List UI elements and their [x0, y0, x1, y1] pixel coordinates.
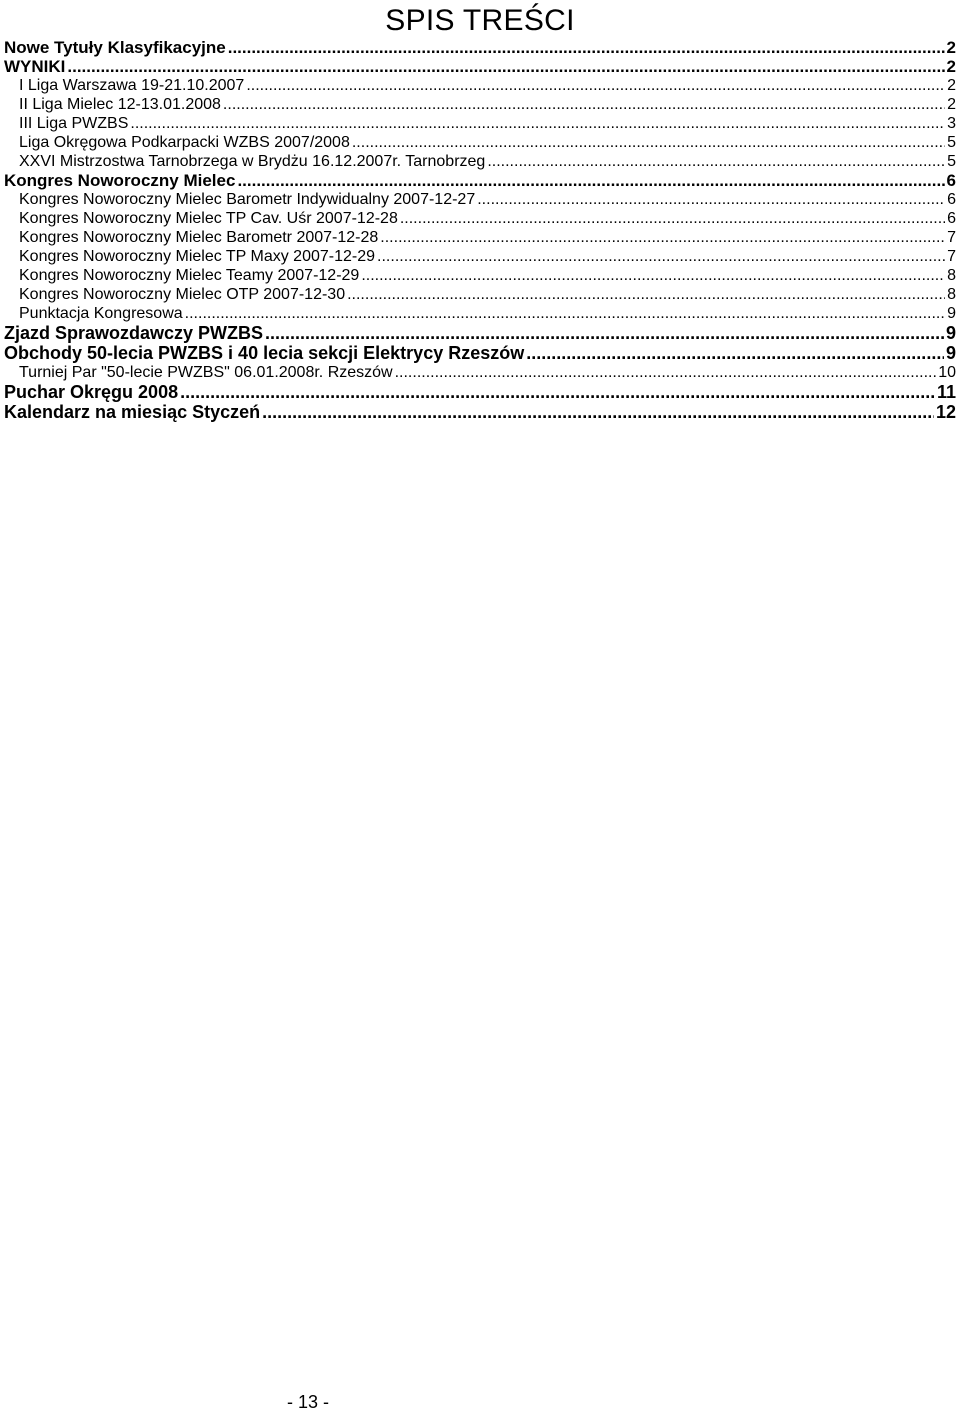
toc-entry[interactable] [4, 343, 956, 363]
toc-entry[interactable] [4, 363, 956, 382]
toc-entry-title: Punktacja Kongresowa [19, 305, 183, 322]
dot-leader [265, 323, 944, 343]
toc-entry-title: Kongres Noworoczny Mielec Barometr 2007-12-28 [19, 229, 379, 246]
table-of-contents [4, 38, 956, 422]
toc-entry[interactable] [4, 152, 956, 171]
toc-entry-title: Zjazd Sprawozdawczy PWZBS [4, 323, 264, 343]
toc-entry[interactable] [4, 266, 956, 285]
toc-entry-title: II Liga Mielec 12-13.01.2008 [19, 96, 221, 113]
toc-entry[interactable] [4, 133, 956, 152]
dot-leader [395, 363, 937, 382]
toc-entry-title: Turniej Par "50-lecie PWZBS" 06.01.2008r. Rzeszów [19, 364, 393, 381]
dot-leader [347, 285, 945, 304]
toc-entry[interactable] [4, 285, 956, 304]
dot-leader [477, 190, 945, 209]
toc-entry[interactable] [4, 209, 956, 228]
dot-leader [180, 382, 935, 402]
toc-entry-title: Nowe Tytuły Klasyfikacyjne [4, 38, 226, 57]
toc-entry-title: Liga Okręgowa Podkarpacki WZBS 2007/2008 [19, 134, 350, 151]
page-number-footer: - 13 - [286, 1392, 329, 1412]
toc-entry[interactable] [4, 57, 956, 76]
toc-entry[interactable] [4, 190, 956, 209]
toc-entry-page: 5 [947, 153, 956, 170]
toc-entry-title: Kalendarz na miesiąc Styczeń [4, 402, 261, 422]
toc-entry-title: Kongres Noworoczny Mielec TP Maxy 2007-12-29 [19, 248, 376, 265]
dot-leader [380, 228, 945, 247]
toc-entry-page: 8 [947, 286, 956, 303]
dot-leader [377, 247, 945, 266]
dot-leader [361, 266, 945, 285]
dot-leader [67, 57, 944, 76]
toc-entry-page: 3 [947, 115, 956, 132]
toc-entry[interactable] [4, 76, 956, 95]
toc-entry-title: WYNIKI [4, 57, 66, 76]
toc-entry[interactable] [4, 323, 956, 343]
toc-entry-page: 2 [947, 96, 956, 113]
toc-entry-page: 2 [946, 38, 956, 57]
toc-entry-page: 12 [935, 402, 956, 422]
toc-entry-title: Kongres Noworoczny Mielec [4, 171, 236, 190]
dot-leader [228, 38, 945, 57]
toc-entry-page: 7 [947, 229, 956, 246]
dot-leader [526, 343, 944, 363]
toc-entry[interactable] [4, 171, 956, 190]
toc-entry[interactable] [4, 382, 956, 402]
toc-entry-page: 2 [946, 57, 956, 76]
page-title: SPIS TREŚCI [385, 4, 575, 37]
dot-leader [237, 171, 944, 190]
dot-leader [352, 133, 945, 152]
dot-leader [487, 152, 945, 171]
toc-entry-page: 2 [947, 77, 956, 94]
toc-entry-page: 9 [945, 323, 956, 343]
toc-entry-page: 11 [936, 382, 956, 402]
dot-leader [400, 209, 945, 228]
toc-entry-page: 6 [946, 171, 956, 190]
toc-entry-title: Obchody 50-lecia PWZBS i 40 lecia sekcji Elektrycy Rzeszów [4, 343, 525, 363]
toc-entry-page: 9 [945, 343, 956, 363]
dot-leader [185, 304, 945, 323]
toc-entry-page: 8 [947, 267, 956, 284]
dot-leader [130, 114, 945, 133]
toc-entry-title: Kongres Noworoczny Mielec Teamy 2007-12-29 [19, 267, 360, 284]
toc-entry[interactable] [4, 304, 956, 323]
toc-entry-page: 10 [938, 364, 956, 381]
toc-entry[interactable] [4, 402, 956, 422]
toc-entry-page: 6 [947, 210, 956, 227]
toc-entry[interactable] [4, 228, 956, 247]
toc-entry[interactable] [4, 38, 956, 57]
toc-entry[interactable] [4, 114, 956, 133]
toc-entry-title: XXVI Mistrzostwa Tarnobrzega w Brydżu 16.12.2007r. Tarnobrzeg [19, 153, 486, 170]
toc-entry[interactable] [4, 247, 956, 266]
toc-entry-title: III Liga PWZBS [19, 115, 129, 132]
toc-entry-page: 9 [947, 305, 956, 322]
dot-leader [223, 95, 945, 114]
dot-leader [246, 76, 945, 95]
toc-entry-title: Kongres Noworoczny Mielec OTP 2007-12-30 [19, 286, 346, 303]
toc-entry-title: Kongres Noworoczny Mielec TP Cav. Uśr 2007-12-28 [19, 210, 398, 227]
toc-entry[interactable] [4, 95, 956, 114]
toc-entry-title: I Liga Warszawa 19-21.10.2007 [19, 77, 245, 94]
toc-entry-page: 5 [947, 134, 956, 151]
dot-leader [262, 402, 934, 422]
toc-entry-page: 6 [947, 191, 956, 208]
toc-entry-title: Kongres Noworoczny Mielec Barometr Indywidualny 2007-12-27 [19, 191, 476, 208]
toc-entry-title: Puchar Okręgu 2008 [4, 382, 179, 402]
toc-entry-page: 7 [947, 248, 956, 265]
